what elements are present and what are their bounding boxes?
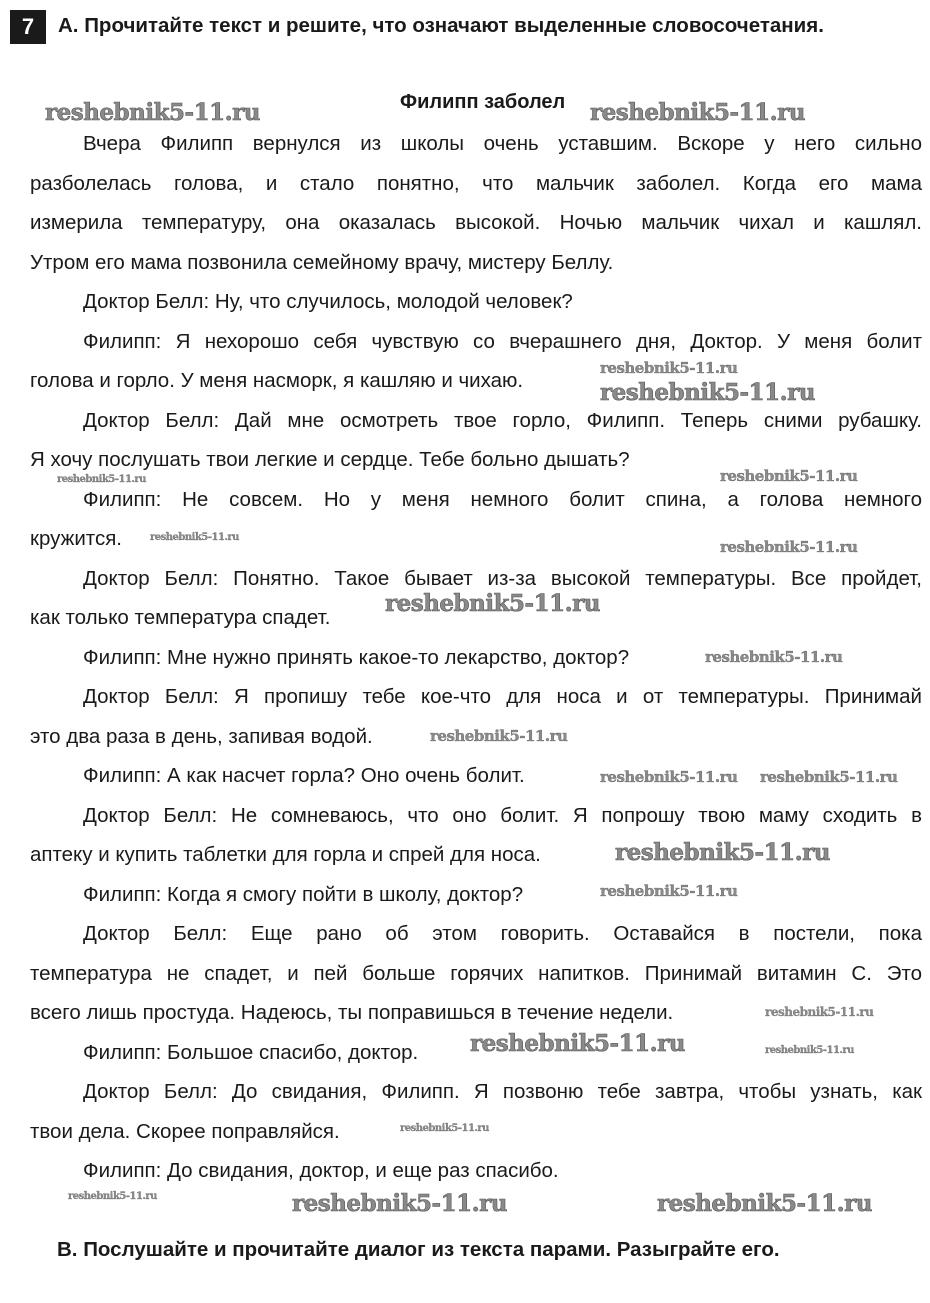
text-line: Филипп: Мне нужно принять какое-то лекарство, доктор? <box>83 645 630 669</box>
watermark: reshebnik5-11.ru <box>385 590 600 617</box>
text-line: Филипп: Когда я смогу пойти в школу, доктор? <box>83 882 524 906</box>
watermark: reshebnik5-11.ru <box>600 359 738 377</box>
watermark: reshebnik5-11.ru <box>720 467 858 485</box>
text-line: твои дела. Скорее поправляйся. <box>30 1119 340 1143</box>
text-line: Доктор Белл: Понятно. Такое бывает из-за высокой температуры. Все пройдет, <box>83 566 922 590</box>
watermark: reshebnik5-11.ru <box>760 768 898 786</box>
paragraph <box>30 132 922 274</box>
paragraph <box>30 409 922 472</box>
watermark: reshebnik5-11.ru <box>657 1190 872 1217</box>
text-line: Вчера Филипп вернулся из школы очень уставшим. Вскоре у него сильно <box>83 132 922 155</box>
task-a-instruction: A. Прочитайте текст и решите, что означают выделенные словосочетания. <box>58 14 824 37</box>
text-line: Утром его мама позвонила семейному врачу, мистеру Беллу. <box>30 250 614 274</box>
paragraph <box>30 1159 922 1182</box>
text-line: Филипп: Большое спасибо, доктор. <box>83 1040 419 1064</box>
watermark: reshebnik5-11.ru <box>705 648 843 666</box>
watermark: reshebnik5-11.ru <box>600 768 738 786</box>
text-line: Доктор Белл: Не сомневаюсь, что оно болит. Я попрошу твою маму сходить в <box>83 803 922 827</box>
text-line: Филипп: Я нехорошо себя чувствую со вчерашнего дня, Доктор. У меня болит <box>83 329 922 353</box>
text-line: Я хочу послушать твои легкие и сердце. Тебе больно дышать? <box>30 448 630 471</box>
watermark: reshebnik5-11.ru <box>150 532 239 543</box>
task-b-instruction: B. Послушайте и прочитайте диалог из текста парами. Разыграйте его. <box>57 1238 780 1261</box>
text-line: Филипп: Не совсем. Но у меня немного болит спина, а голова немного <box>83 487 922 511</box>
text-line: Доктор Белл: Ну, что случилось, молодой человек? <box>83 290 573 313</box>
watermark: reshebnik5-11.ru <box>600 379 815 406</box>
text-line: всего лишь простуда. Надеюсь, ты поправишься в течение недели. <box>30 1001 674 1024</box>
watermark: reshebnik5-11.ru <box>720 538 858 556</box>
watermark: reshebnik5-11.ru <box>590 99 805 126</box>
watermark: reshebnik5-11.ru <box>45 99 260 126</box>
text-line: измерила температуру, она оказалась высокой. Ночью мальчик чихал и кашлял. <box>30 211 922 234</box>
paragraph <box>30 290 922 313</box>
text-line: это два раза в день, запивая водой. <box>30 724 373 748</box>
watermark: reshebnik5-11.ru <box>615 839 830 866</box>
watermark: reshebnik5-11.ru <box>470 1030 685 1057</box>
text-line: голова и горло. У меня насморк, я кашляю и чихаю. <box>30 369 524 392</box>
text-line: как только температура спадет. <box>30 606 331 629</box>
watermark: reshebnik5-11.ru <box>57 474 146 485</box>
text-line: аптеку и купить таблетки для горла и спрей для носа. <box>30 843 541 866</box>
text-line: Филипп: А как насчет горла? Оно очень болит. <box>83 764 525 787</box>
text-line: разболелась голова, и стало понятно, что мальчик заболел. Когда его мама <box>30 171 922 195</box>
text-line: Доктор Белл: До свидания, Филипп. Я позвоню тебе завтра, чтобы узнать, как <box>83 1080 922 1103</box>
watermark: reshebnik5-11.ru <box>400 1123 489 1134</box>
text-line: Доктор Белл: Дай мне осмотреть твое горло, Филипп. Теперь сними рубашку. <box>83 408 922 432</box>
watermark: reshebnik5-11.ru <box>292 1190 507 1217</box>
watermark: reshebnik5-11.ru <box>765 1005 874 1019</box>
text-line: Филипп: До свидания, доктор, и еще раз спасибо. <box>83 1159 559 1182</box>
watermark: reshebnik5-11.ru <box>430 727 568 745</box>
text-line: кружится. <box>30 527 122 550</box>
text-line: температура не спадет, и пей больше горячих напитков. Принимай витамин С. Это <box>30 961 922 985</box>
paragraph <box>30 883 922 906</box>
text-line: Доктор Белл: Я пропишу тебе кое-что для носа и от температуры. Принимай <box>83 685 922 708</box>
text-line: Доктор Белл: Еще рано об этом говорить. Оставайся в постели, пока <box>83 922 922 945</box>
watermark: reshebnik5-11.ru <box>765 1045 854 1056</box>
exercise-number: 7 <box>10 10 46 44</box>
story-title: Филипп заболел <box>400 91 566 113</box>
watermark: reshebnik5-11.ru <box>68 1191 157 1202</box>
watermark: reshebnik5-11.ru <box>600 882 738 900</box>
